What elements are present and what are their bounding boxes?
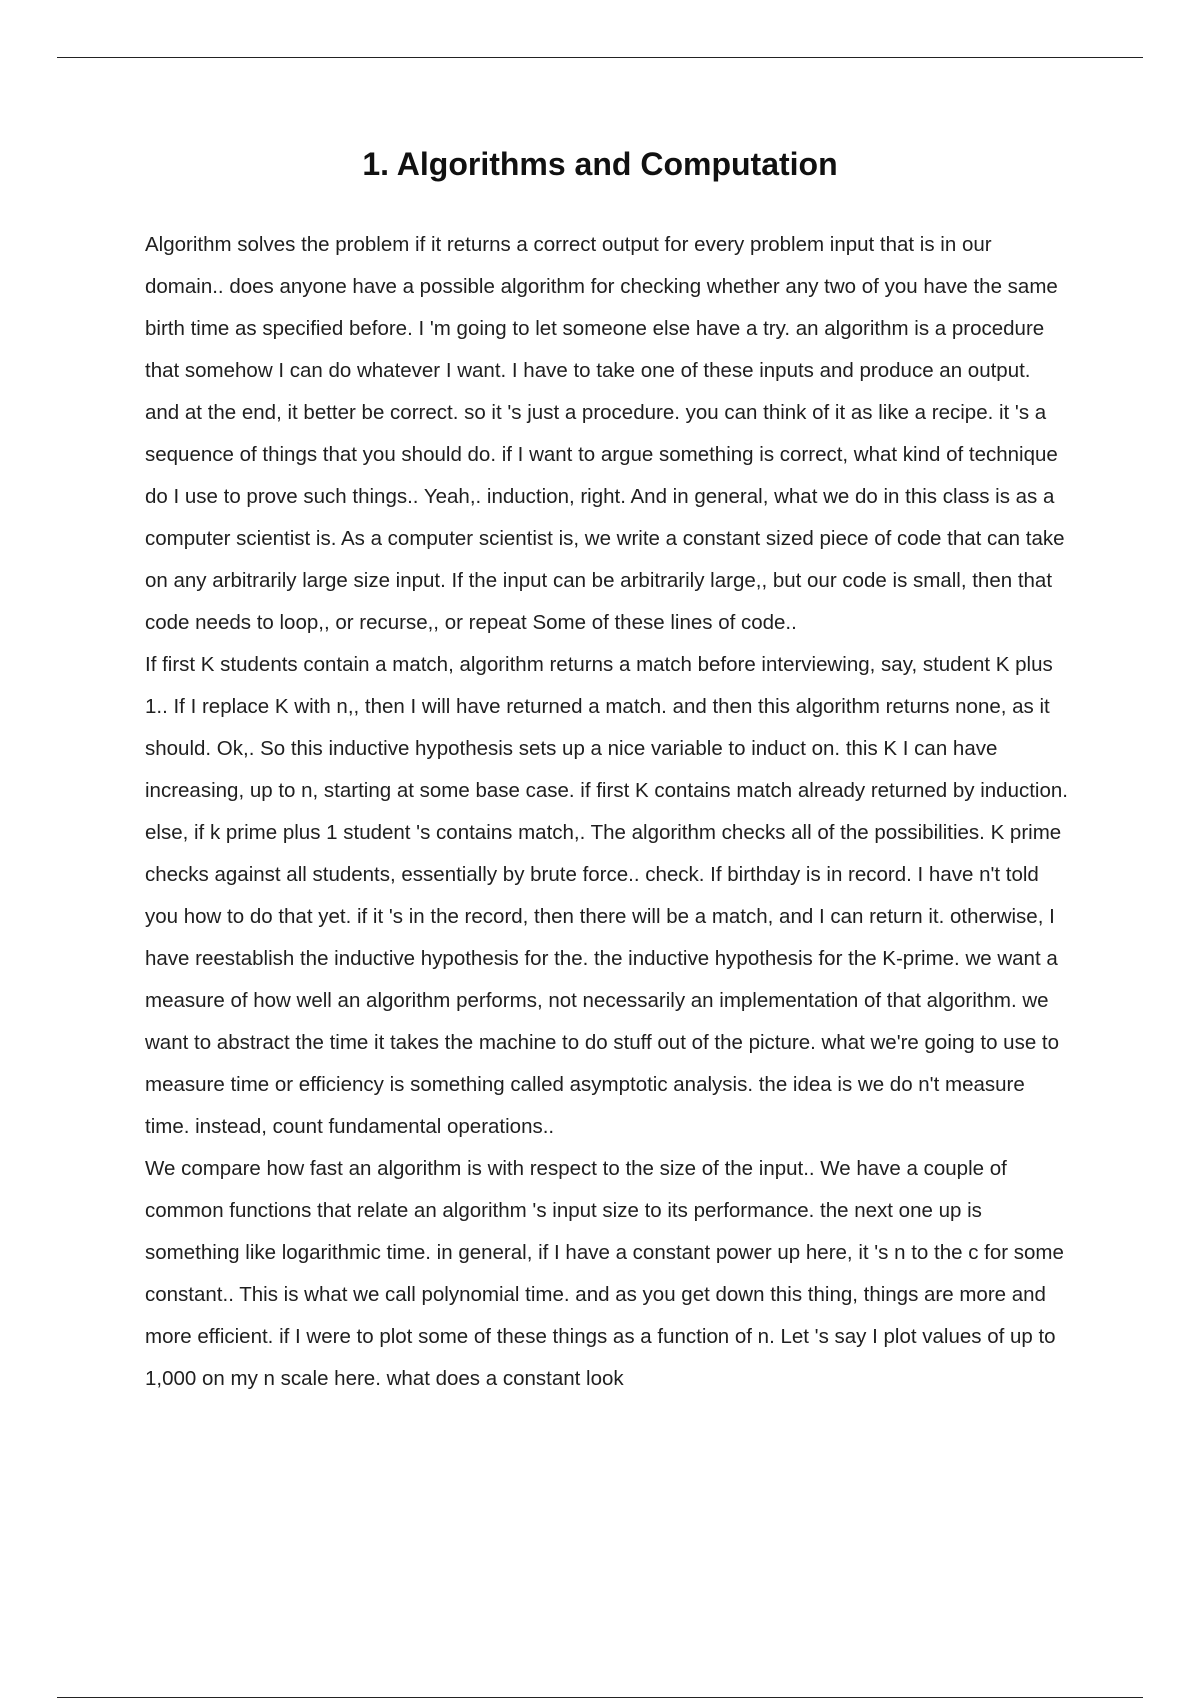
- paragraph-1: Algorithm solves the problem if it returns a correct output for every problem input that is in our domain.. does anyone have a possible algorithm for checking whether any two of you have the same birth time as specified before. I 'm going to let someone else have a try. an algorithm is a procedure that somehow I can do whatever I want. I have to take one of these inputs and produce an output. and at the end, it better be correct. so it 's just a procedure. you can think of it as like a recipe. it 's a sequence of things that you should do. if I want to argue something is correct, what kind of technique do I use to prove such things.. Yeah,. induction, right. And in general, what we do in this class is as a computer scientist is. As a computer scientist is, we write a constant sized piece of code that can take on any arbitrarily large size input. If the input can be arbitrarily large,, but our code is small, then that code needs to loop,, or recurse,, or repeat Some of these lines of code..: [145, 233, 1065, 634]
- bottom-rule: [57, 1697, 1143, 1698]
- paragraph-2: If first K students contain a match, algorithm returns a match before interviewing, say, student K plus 1.. If I replace K with n,, then I will have returned a match. and then this algorithm returns none, as it should. Ok,. So this inductive hypothesis sets up a nice variable to induct on. this K I can have increasing, up to n, starting at some base case. if first K contains match already returned by induction. else, if k prime plus 1 student 's contains match,. The algorithm checks all of the possibilities. K prime checks against all students, essentially by brute force.. check. If birthday is in record. I have n't told you how to do that yet. if it 's in the record, then there will be a match, and I can return it. otherwise, I have reestablish the inductive hypothesis for the. the inductive hypothesis for the K-prime. we want a measure of how well an algorithm performs, not necessarily an implementation of that algorithm. we want to abstract the time it takes the machine to do stuff out of the picture. what we're going to use to measure time or efficiency is something called asymptotic analysis. the idea is we do n't measure time. instead, count fundamental operations..: [145, 653, 1068, 1138]
- top-rule: [57, 57, 1143, 58]
- page-title: 1. Algorithms and Computation: [362, 146, 838, 182]
- document-body: [145, 224, 1070, 1400]
- paragraph-3: We compare how fast an algorithm is with respect to the size of the input.. We have a couple of common functions that relate an algorithm 's input size to its performance. the next one up is something like logarithmic time. in general, if I have a constant power up here, it 's n to the c for some constant.. This is what we call polynomial time. and as you get down this thing, things are more and more efficient. if I were to plot some of these things as a function of n. Let 's say I plot values of up to 1,000 on my n scale here. what does a constant look: [145, 1157, 1064, 1390]
